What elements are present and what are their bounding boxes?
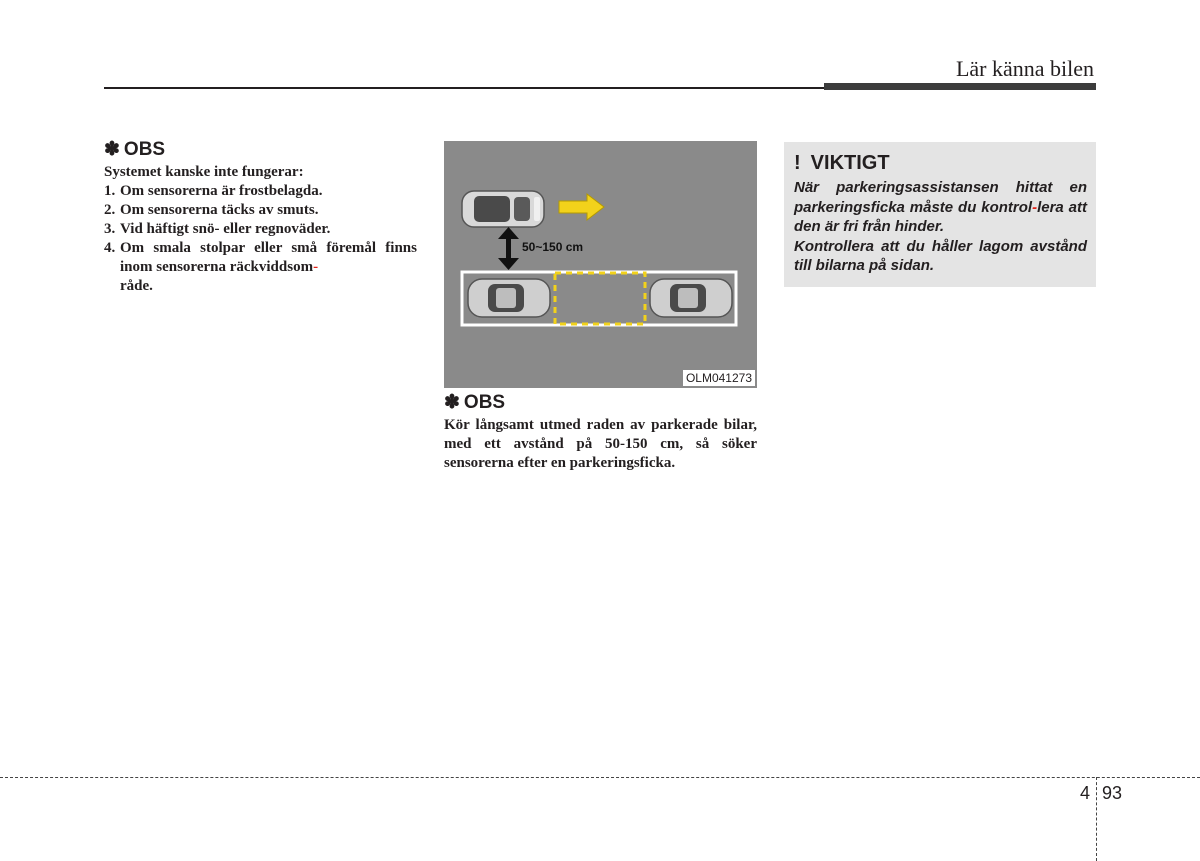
asterisk-icon: ✽ [104,139,120,160]
parked-car-right-icon [650,279,732,317]
hyphen-mark: - [313,259,319,275]
warning-title [794,152,890,175]
list-item-text-part: råde. [120,278,153,294]
parked-car-left-icon [468,279,550,317]
figure-code: OLM041273 [683,370,755,386]
list-item-number: 1. [104,183,116,199]
obs-heading [444,391,757,414]
list-item-text [120,239,417,296]
list-item-number: 3. [104,221,116,237]
list-item [104,220,417,239]
warning-text-part: När parkeringsassistansen hittat en parkeringsficka måste du kontrol [794,179,1087,216]
parking-assist-illustration [444,141,757,388]
warning-title-text: VIKTIGT [810,152,890,174]
list-item [104,182,417,201]
list-item-text: Om sensorerna täcks av smuts. [120,202,319,218]
list-item-text: Vid häftigt snö- eller regnoväder. [120,221,331,237]
empty-parking-space [555,273,645,324]
warning-box [784,142,1096,287]
list-item [104,201,417,220]
distance-label: 50~150 cm [522,240,584,254]
distance-arrow-icon [498,227,519,270]
list-item-text-part: Om smala stolpar eller små föremål finns inom sensorerna räckviddsom [120,240,417,275]
obs-note-left [104,138,417,296]
asterisk-icon: ✽ [444,392,460,413]
obs-body: Kör långsamt utmed raden av parkerade bilar, med ett avstånd på 50-150 cm, så söker sensorerna efter en parkeringsficka. [444,417,757,471]
obs-note-middle [444,391,757,473]
obs-intro: Systemet kanske inte fungerar: [104,164,304,180]
header-rule [104,87,824,89]
obs-heading-text: OBS [463,392,506,413]
chapter-number: 4 [1080,783,1091,803]
running-header-title: Lär känna bilen [955,56,1094,81]
obs-heading-text: OBS [123,139,166,160]
list-item-text: Om sensorerna är frostbelagda. [120,183,323,199]
obs-heading [104,138,417,161]
warning-icon: ! [794,152,801,174]
header-rule-thick [824,83,1096,90]
footer-rule [0,777,1200,778]
list-item [104,239,417,296]
direction-arrow-icon [559,194,604,220]
footer-divider [1096,777,1097,861]
warning-paragraph: Kontrollera att du håller lagom avstånd till bilarna på sidan. [794,237,1087,274]
warning-paragraph [794,178,1087,237]
page-number: 93 [1102,783,1123,803]
warning-text [794,178,1087,276]
parking-diagram [444,141,757,388]
list-item-number: 4. [104,240,116,256]
warning-text-part: lera att den är fri från hinder. [794,198,1087,235]
list-item-number: 2. [104,202,116,218]
hyphen-mark: - [1032,198,1038,216]
condition-list [104,182,417,296]
moving-car-icon [462,191,544,227]
